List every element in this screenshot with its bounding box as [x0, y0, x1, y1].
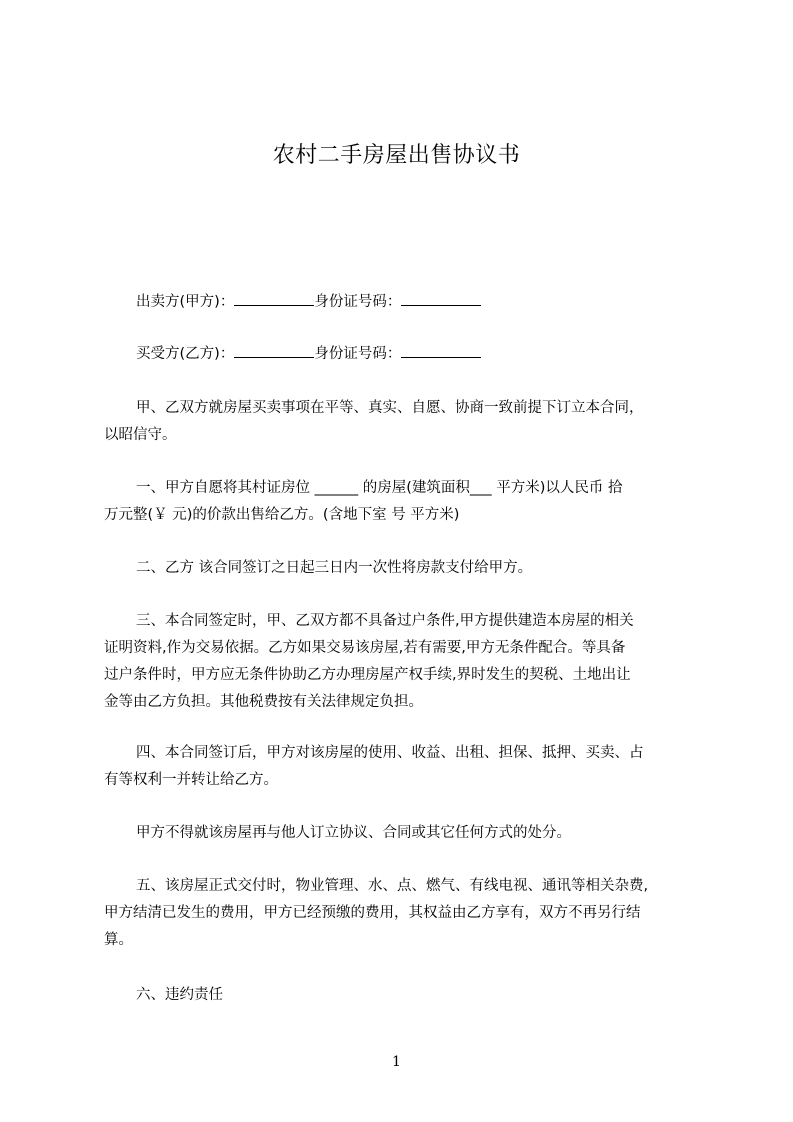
paragraph-clause-5: [104, 873, 708, 954]
paragraph-clause-1: [104, 475, 708, 529]
paragraph-no-disposal: [104, 820, 708, 847]
seller-name-blank: [234, 291, 314, 306]
paragraph-line: 四、本合同签订后，甲方对该房屋的使用、收益、出租、担保、抵押、买卖、占: [136, 745, 644, 761]
buyer-id-label: 身份证号码：: [314, 346, 402, 362]
page-number: 1: [392, 1054, 401, 1070]
document-title: 农村二手房屋出售协议书: [272, 143, 521, 168]
paragraph-line: 二、乙方 该合同签订之日起三日内一次性将房款支付给甲方。: [136, 560, 533, 576]
seller-id-label: 身份证号码：: [314, 294, 402, 310]
buyer-label: 买受方(乙方)：: [136, 346, 235, 362]
seller-line: [136, 290, 481, 314]
paragraph-line: 甲方不得就该房屋再与他人订立协议、合同或其它任何方式的处分。: [136, 825, 571, 841]
paragraph-clause-6: [104, 982, 708, 1009]
paragraph-line: 甲、乙双方就房屋买卖事项在平等、真实、自愿、协商一致前提下订立本合同，: [136, 400, 644, 416]
paragraph-line: 证明资料,作为交易依据。乙方如果交易该房屋,若有需要,甲方无条件配合。等具备: [104, 640, 626, 656]
paragraph-line: 一、甲方自愿将其村证房位 ______ 的房屋(建筑面积___ 平方米)以人民币 拾: [136, 480, 623, 496]
paragraph-line: 三、本合同签定时，甲、乙双方都不具备过户条件,甲方提供建造本房屋的相关: [136, 613, 634, 629]
paragraph-line: 以昭信守。: [104, 427, 177, 443]
paragraph-line: 五、该房屋正式交付时，物业管理、水、点、燃气、有线电视、通讯等相关杂费,: [136, 878, 649, 894]
paragraph-line: 金等由乙方负担。其他税费按有关法律规定负担。: [104, 694, 423, 710]
buyer-line: [136, 342, 481, 366]
buyer-id-blank: [401, 343, 481, 358]
paragraph-line: 甲方结清已发生的费用，甲方已经预缴的费用，其权益由乙方享有，双方不再另行结: [104, 905, 641, 921]
paragraph-line: 六、违约责任: [136, 987, 223, 1003]
paragraph-preamble: [104, 395, 708, 449]
buyer-name-blank: [234, 343, 314, 358]
paragraph-clause-2: [104, 555, 708, 582]
paragraph-line: 有等权利一并转让给乙方。: [104, 772, 278, 788]
paragraph-line: 万元整(￥ 元)的价款出售给乙方。(含地下室 号 平方米): [104, 507, 460, 523]
paragraph-clause-4: [104, 740, 708, 794]
paragraph-line: 算。: [104, 932, 133, 948]
paragraph-clause-3: [104, 608, 708, 716]
paragraph-line: 过户条件时，甲方应无条件协助乙方办理房屋产权手续,界时发生的契税、土地出让: [104, 667, 631, 683]
seller-id-blank: [401, 291, 481, 306]
seller-label: 出卖方(甲方)：: [136, 294, 235, 310]
